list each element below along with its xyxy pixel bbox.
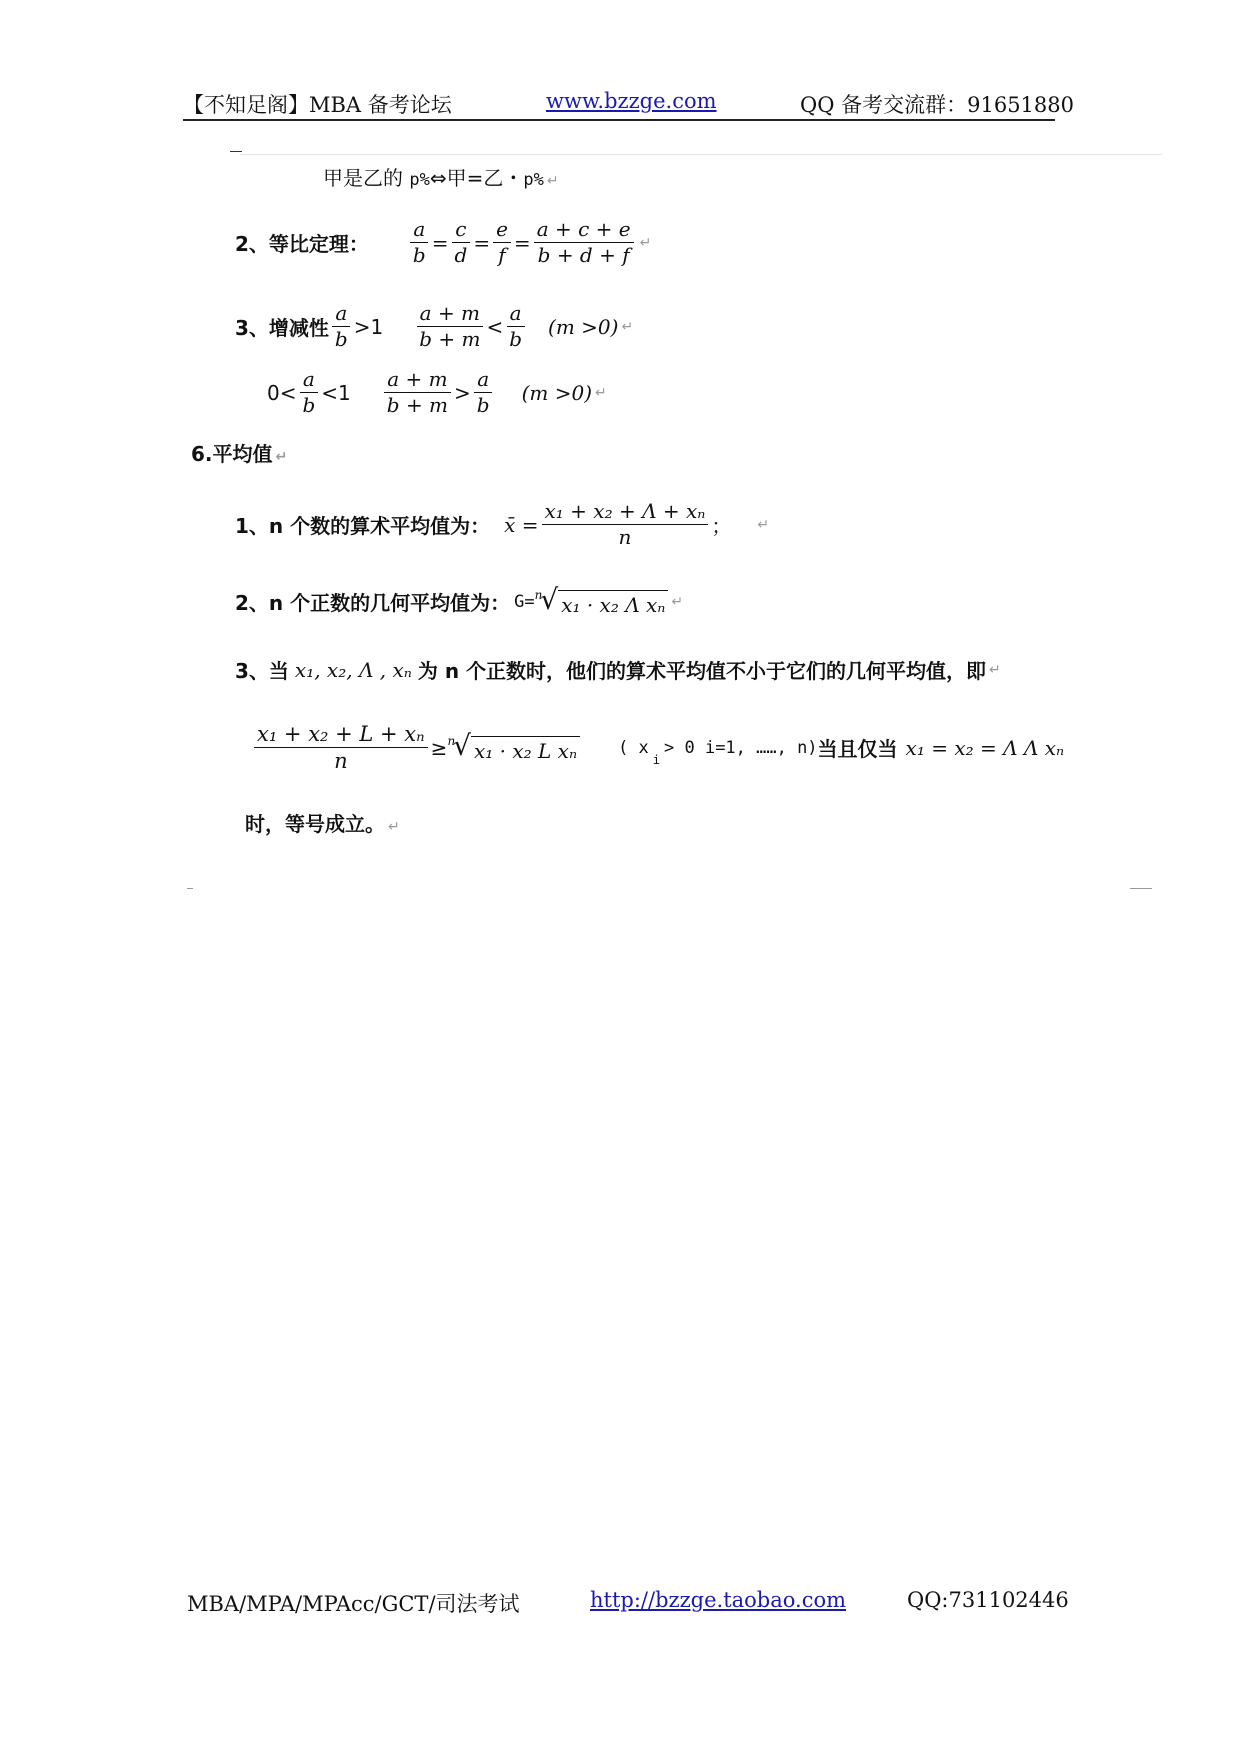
am-gm-inequality: $\frac{\text{x₁ + x₂ + L + xₙ}}{n}$ ≥ n √ x₁ · x₂ L xₙ ( x i > 0 i=1, ……, n) 当且仅当 x₁ = x₂ = Λ Λ xₙ [251,722,1064,773]
footer-exams: MBA/MPA/MPAcc/GCT/司法考试 [187,1592,520,1616]
equality-condition-closing: 时，等号成立。 ↵ [245,812,400,836]
scan-edge-line [240,154,1162,155]
header-site-name: 【不知足阁】MBA 备考论坛 [183,93,452,117]
header-divider [183,119,1055,121]
equal-ratio-theorem: 2、等比定理： $\frac{a}{b}$ = $\frac{c}{d}$ = $\frac{e}{f}$ = $\frac{a + c + e}{b + d + f}$ ↵ [235,217,652,267]
geometric-mean-definition: 2、n 个正数的几何平均值为： G= n √ x₁ · x₂ Λ xₙ ↵ [235,583,684,617]
footer-qq: QQ:731102446 [907,1588,1069,1612]
scan-mark-left [187,888,193,889]
scan-mark [230,151,242,152]
am-gm-statement: 3、当 x₁, x₂, Λ , xₙ 为 n 个正数时，他们的算术平均值不小于它们的几何平均值，即 ↵ [235,657,1001,683]
section-6-title: 6.平均值 ↵ [191,442,288,466]
scan-mark-right [1130,888,1152,889]
monotonicity-rule-gt: 3、增减性 $\frac{a}{b}$ >1 $\frac{a + m}{b + m}$ < $\frac{a}{b}$ (m >0) ↵ [235,301,634,351]
arithmetic-mean-definition: 1、n 个数的算术平均值为： x̄ = $\frac{\text{x₁ + x₂ + Λ + xₙ}}{n}$ ； ↵ [235,499,770,549]
footer-shop-link[interactable]: http://bzzge.taobao.com [590,1588,847,1612]
percent-definition-line: 甲是乙的 p%⇔甲=乙・p% ↵ [323,166,559,190]
header-qq-group: QQ 备考交流群：91651880 [800,93,1074,117]
header-website-link[interactable]: www.bzzge.com [546,89,717,113]
monotonicity-rule-lt: 0< $\frac{a}{b}$ <1 $\frac{a + m}{b + m}$ > $\frac{a}{b}$ (m >0) ↵ [267,367,607,417]
